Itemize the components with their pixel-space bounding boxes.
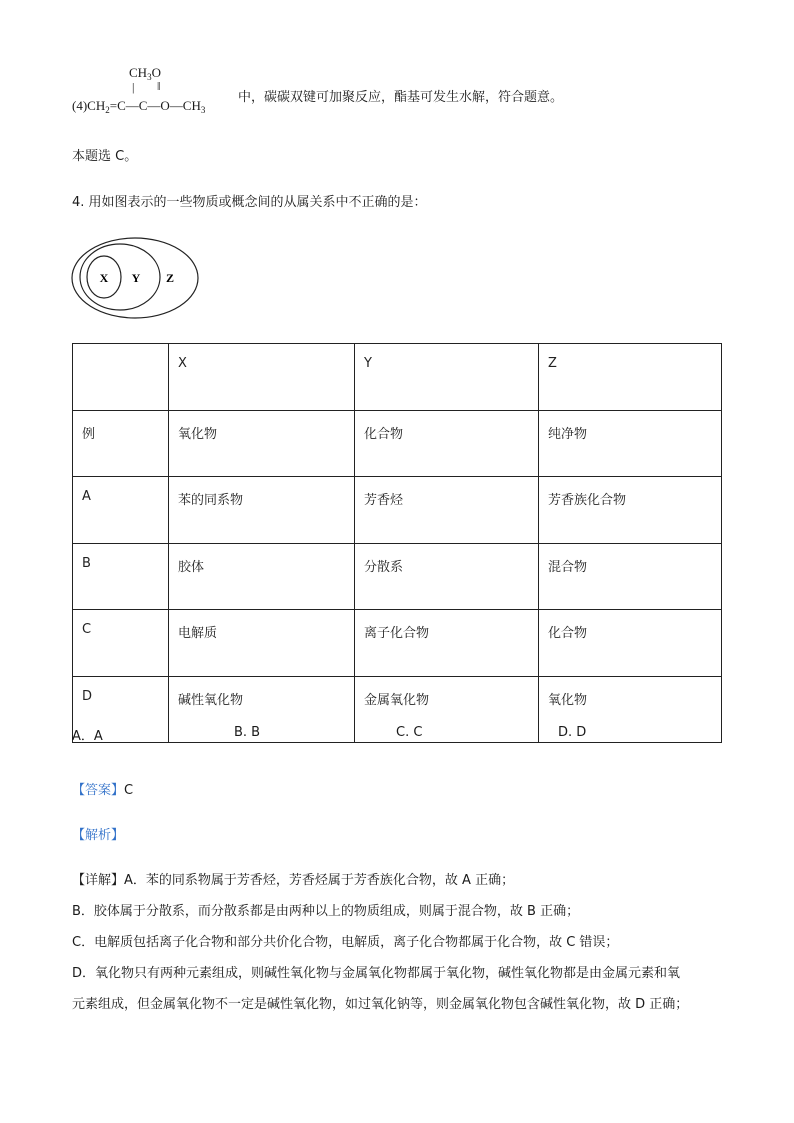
table-cell: 金属氧化物 [355,676,539,743]
table-cell: 例 [73,410,169,477]
table-cell: 胶体 [169,543,355,610]
structure-explanation: 中，碳碳双键可加聚反应，酯基可发生水解，符合题意。 [238,90,564,105]
ellipse-y [80,244,160,310]
table-cell: 离子化合物 [355,610,539,677]
double-bond-vertical: ‖ [157,79,161,93]
ch3o-group: $CH_3O$ [129,65,161,82]
table-header-cell: Z [539,344,722,411]
set-inclusion-diagram [70,236,202,320]
table-cell: C [73,610,169,677]
analysis-label: 【解析】 [72,828,125,843]
table-cell: D [73,676,169,743]
table-cell: 氧化物 [169,410,355,477]
table-cell: 碱性氧化物 [169,676,355,743]
table-cell: 芳香族化合物 [539,477,722,544]
table-cell: A [73,477,169,544]
choice-b: B. B [234,725,261,740]
table-cell: B [73,543,169,610]
structural-formula [72,62,242,122]
choice-c: C. C [396,725,423,740]
label-x: X [99,271,109,285]
answer-line [72,779,133,798]
table-header-cell [73,344,169,411]
answer-label: 【答案】 [72,783,125,798]
answer-value: C [124,783,134,798]
detail-label: 【详解】 [72,873,125,888]
table-cell: 氧化物 [539,676,722,743]
table-cell: 分散系 [355,543,539,610]
table-row [73,410,722,477]
table-cell: 化合物 [355,410,539,477]
detail-line-d1: D．氧化物只有两种元素组成，则碱性氧化物与金属氧化物都属于氧化物，碱性氧化物都是由金属元素和氧 [72,966,681,981]
choice-d: D. D [558,725,587,740]
detail-line-a: 【详解】A．苯的同系物属于芳香烃，芳香烃属于芳香族化合物，故 A 正确； [72,873,515,888]
main-chain: $(4)CH_2=C—C—O—CH_3$ [72,98,206,115]
table-row [73,610,722,677]
table-cell: 混合物 [539,543,722,610]
table-header-cell: Y [355,344,539,411]
table-header-cell: X [169,344,355,411]
table-cell: 苯的同系物 [169,477,355,544]
detail-line-c: C．电解质包括离子化合物和部分共价化合物，电解质，离子化合物都属于化合物，故 C 错误； [72,935,619,950]
table-header-row [73,344,722,411]
table-cell: 化合物 [539,610,722,677]
options-table [72,343,722,743]
label-z: Z [165,271,175,285]
table-row [73,477,722,544]
detail-line-d2: 元素组成，但金属氧化物不一定是碱性氧化物，如过氧化钠等，则金属氧化物包含碱性氧化物，故 D 正确； [72,997,689,1012]
table-cell: 电解质 [169,610,355,677]
detail-line-b: B．胶体属于分散系，而分散系都是由两种以上的物质组成，则属于混合物，故 B 正确； [72,904,580,919]
question-4: 4. 用如图表示的一些物质或概念间的从属关系中不正确的是： [72,195,427,210]
label-y: Y [131,271,141,285]
table-row [73,543,722,610]
previous-answer: 本题选 C。 [72,149,138,164]
single-bond-vertical: | [132,80,135,94]
choice-a: A．A [72,729,103,744]
table-cell: 纯净物 [539,410,722,477]
table-cell: 芳香烃 [355,477,539,544]
